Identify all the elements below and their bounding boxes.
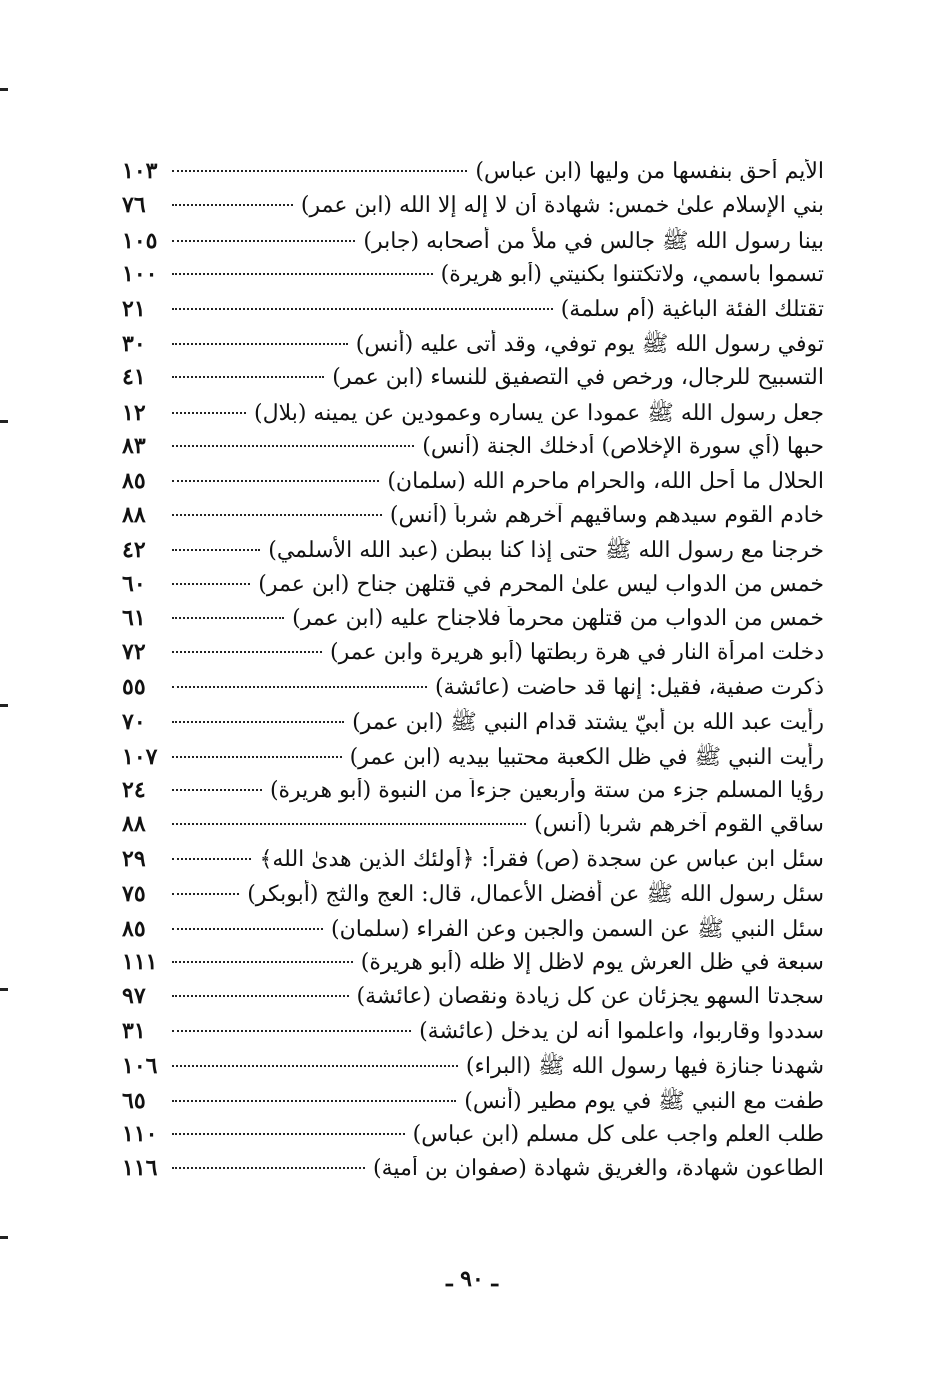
entry-text: تسموا باسمي، ولاتكتنوا بكنيتي (أبو هريرة) (440, 262, 824, 288)
entry-text: رأيت النبي ﷺ في ظل الكعبة محتبيا بيديه (ابن عمر) (349, 744, 824, 770)
entry-text: سجدتا السهو يجزئان عن كل زيادة ونقصان (عائشة) (356, 984, 824, 1010)
entry-text: جعل رسول الله ﷺ عمودا عن يساره وعمودين عن يمينه (بلال) (254, 400, 824, 426)
entry-page-number: ١٢ (122, 399, 146, 426)
dotted-leader (172, 893, 239, 895)
entry-text: بني الإسلام علىٰ خمس: شهادة أن لا إله إلا الله (ابن عمر) (300, 193, 824, 219)
index-entry (122, 158, 824, 192)
dotted-leader (172, 1065, 458, 1067)
entry-text: بينا رسول الله ﷺ جالس في ملأ من أصحابه (جابر) (363, 228, 824, 254)
dotted-leader (172, 240, 355, 242)
entry-text: خمس من الدواب من قتلهن محرماً فلاجناح عليه (ابن عمر) (292, 606, 824, 632)
entry-page-number: ٤٢ (122, 537, 146, 564)
entry-text: خرجنا مع رسول الله ﷺ حتى إذا كنا ببطن (عبد الله الأسلمي) (268, 538, 824, 564)
index-entry (122, 571, 824, 605)
dotted-leader (172, 995, 349, 997)
dotted-leader (172, 583, 250, 585)
dotted-leader (172, 170, 467, 172)
entry-page-number: ٦١ (122, 605, 146, 632)
dotted-leader (172, 1030, 411, 1032)
index-entry (122, 261, 824, 295)
entry-text: التسبيح للرجال، ورخص في التصفيق للنساء (ابن عمر) (332, 365, 824, 391)
entry-text: الحلال ما أحل الله، والحرام ماحرم الله (سلمان) (387, 468, 824, 494)
entry-page-number: ٦٠ (122, 570, 146, 597)
dotted-leader (172, 1100, 456, 1102)
index-entry (122, 846, 824, 880)
margin-tick-mark (0, 1236, 8, 1239)
index-entry (122, 639, 824, 673)
entry-page-number: ٨٨ (122, 501, 146, 528)
entry-page-number: ٨٨ (122, 811, 146, 838)
dotted-leader (172, 480, 379, 482)
dotted-leader (172, 445, 414, 447)
index-entry (122, 468, 824, 502)
entry-page-number: ١٠٥ (122, 227, 158, 254)
index-entry (122, 605, 824, 639)
entry-text: توفي رسول الله ﷺ يوم توفي، وقد أتى عليه (أنس) (355, 331, 824, 357)
dotted-leader (172, 412, 246, 414)
entry-text: تقتلك الفئة الباغية (أم سلمة) (560, 296, 824, 322)
entry-page-number: ٧٠ (122, 709, 146, 736)
dotted-leader (172, 549, 260, 551)
entry-text: سئل ابن عباس عن سجدة (ص) فقرأ: ﴿أولئك الذين هدىٰ الله﴾ (259, 846, 824, 872)
entry-page-number: ١٠٣ (122, 158, 158, 184)
entry-text: ذكرت صفية، فقيل: إنها قد حاضت (عائشة) (434, 674, 824, 700)
margin-tick-mark (0, 988, 8, 991)
entry-page-number: ١١١ (122, 948, 158, 975)
page-number: ـ ٩٠ ـ (446, 1266, 498, 1292)
entry-page-number: ٧٢ (122, 639, 146, 666)
index-entry (122, 1018, 824, 1052)
entry-text: رؤيا المسلم جزء من ستة وأربعين جزءاً من النبوة (أبو هريرة) (269, 778, 824, 804)
entry-page-number: ٢١ (122, 295, 146, 322)
entry-page-number: ٨٥ (122, 467, 146, 494)
dotted-leader (172, 686, 427, 688)
entry-page-number: ٩٧ (122, 983, 146, 1010)
index-entry (122, 811, 824, 845)
entry-text: خمس من الدواب ليس علىٰ المحرم في قتلهن جناح (ابن عمر) (258, 571, 824, 597)
entry-page-number: ٧٥ (122, 881, 146, 908)
dotted-leader (172, 617, 284, 619)
dotted-leader (172, 756, 342, 758)
index-entry (122, 674, 824, 708)
entry-page-number: ٨٥ (122, 915, 146, 942)
entry-text: الأيم أحق بنفسها من وليها (ابن عباس) (475, 159, 824, 184)
dotted-leader (172, 789, 262, 791)
dotted-leader (172, 721, 344, 723)
dotted-leader (172, 1133, 405, 1135)
entry-text: سددوا وقاربوا، واعلموا أنه لن يدخل (عائشة) (419, 1018, 824, 1044)
entry-text: سئل النبي ﷺ عن السمن والجبن وعن الفراء (سلمان) (331, 916, 824, 942)
index-entry (122, 880, 824, 914)
entry-page-number: ٤١ (122, 364, 146, 391)
entry-page-number: ٥٥ (122, 673, 146, 700)
dotted-leader (172, 514, 382, 516)
entry-page-number: ١٠٧ (122, 743, 158, 770)
index-entry (122, 1087, 824, 1121)
dotted-leader (172, 308, 553, 310)
index-entry (122, 502, 824, 536)
entry-page-number: ١١٦ (122, 1155, 158, 1182)
index-entry (122, 192, 824, 226)
entry-page-number: ١١٠ (122, 1120, 158, 1147)
index-entry (122, 399, 824, 433)
dotted-leader (172, 204, 293, 206)
index-entry (122, 1121, 824, 1155)
entry-text: سبعة في ظل العرش يوم لاظل إلا ظله (أبو هريرة) (360, 949, 824, 975)
entry-text: ساقي القوم آخرهم شربا (أنس) (534, 812, 824, 838)
index-entry (122, 1155, 824, 1189)
dotted-leader (172, 376, 324, 378)
entry-page-number: ١٠٦ (122, 1053, 158, 1080)
index-entry (122, 364, 824, 398)
index-entry (122, 296, 824, 330)
entry-page-number: ٣٠ (122, 330, 146, 357)
entry-text: خادم القوم سيدهم وساقيهم آخرهم شرباً (أنس) (389, 502, 824, 528)
dotted-leader (172, 343, 348, 345)
index-entry (122, 227, 824, 261)
entry-page-number: ٧٦ (122, 192, 146, 219)
index-entry (122, 777, 824, 811)
index-entry (122, 983, 824, 1017)
entry-text: دخلت امرأة النار في هرة ربطتها (أبو هريرة وابن عمر) (330, 640, 824, 666)
dotted-leader (172, 961, 353, 963)
entry-page-number: ١٠٠ (122, 261, 158, 288)
index-entry (122, 536, 824, 570)
index-entry (122, 743, 824, 777)
entry-text: الطاعون شهادة، والغريق شهادة (صفوان بن أمية) (373, 1156, 824, 1182)
dotted-leader (172, 823, 526, 825)
dotted-leader (172, 928, 323, 930)
entry-text: شهدنا جنازة فيها رسول الله ﷺ (البراء) (465, 1054, 824, 1080)
entry-page-number: ٢٩ (122, 845, 146, 872)
index-entry (122, 915, 824, 949)
entry-page-number: ٨٣ (122, 433, 146, 460)
index-entry (122, 433, 824, 467)
entry-page-number: ٢٤ (122, 777, 146, 804)
dotted-leader (172, 1167, 365, 1169)
index-entry (122, 330, 824, 364)
entry-page-number: ٦٥ (122, 1087, 146, 1114)
index-entry (122, 1052, 824, 1086)
entry-page-number: ٣١ (122, 1017, 146, 1044)
entry-text: حبها (أي سورة الإخلاص) أدخلك الجنة (أنس) (422, 434, 824, 460)
hadith-index-list (122, 158, 824, 1190)
entry-text: سئل رسول الله ﷺ عن أفضل الأعمال، قال: العج والثج (أبوبكر) (247, 882, 824, 908)
entry-text: رأيت عبد الله بن أبيّ يشتد قدام النبي ﷺ (ابن عمر) (352, 710, 824, 736)
margin-tick-mark (0, 420, 8, 423)
dotted-leader (172, 273, 433, 275)
entry-text: طفت مع النبي ﷺ في يوم مطير (أنس) (464, 1088, 824, 1114)
index-entry (122, 708, 824, 742)
entry-text: طلب العلم واجب على كل مسلم (ابن عباس) (412, 1121, 824, 1147)
margin-tick-mark (0, 704, 8, 707)
dotted-leader (172, 651, 322, 653)
index-entry (122, 949, 824, 983)
dotted-leader (172, 858, 251, 860)
margin-tick-mark (0, 88, 8, 91)
